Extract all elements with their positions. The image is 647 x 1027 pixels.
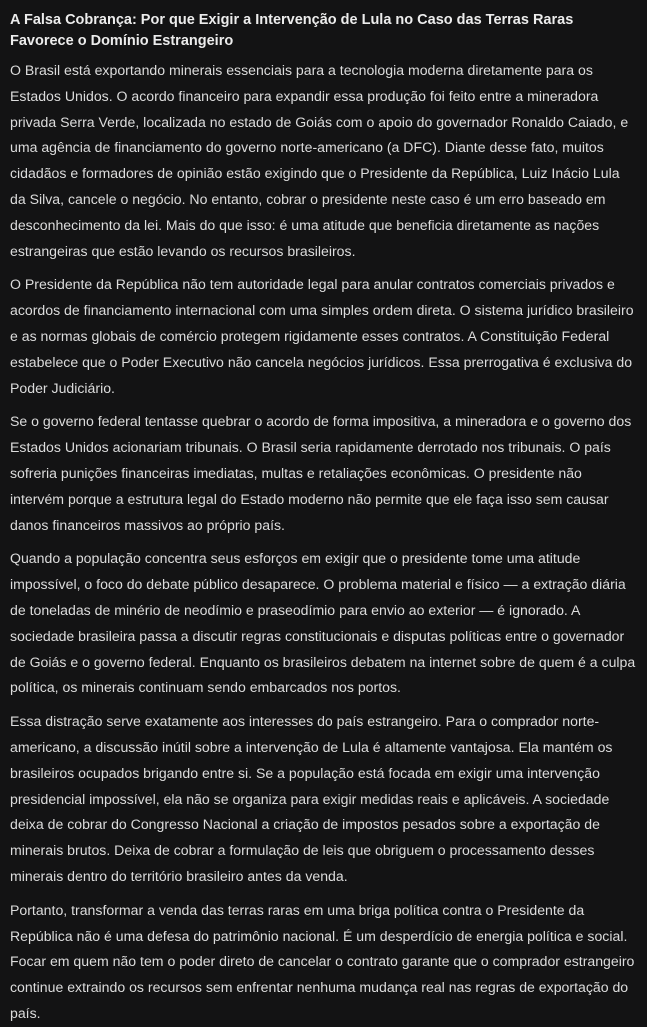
paragraph-3: Se o governo federal tentasse quebrar o acordo de forma impositiva, a mineradora e o governo dos Estados Unidos acionariam tribunais. O Brasil seria rapidamente derrotado nos tribunais. O país sofreria punições financeiras imediatas, multas e retaliações econômicas. O presidente não intervém porque a estrutura legal do Estado moderno não permite que ele faça isso sem causar danos financeiros massivos ao próprio país.: [10, 413, 632, 533]
paragraph-4: Quando a população concentra seus esforços em exigir que o presidente tome uma atitude impossível, o foco do debate público desaparece. O problema material e físico — a extração diária de toneladas de minério de neodímio e praseodímio para envio ao exterior — é ignorado. A sociedade brasileira passa a discutir regras constitucionais e disputas políticas entre o governador de Goiás e o governo federal. Enquanto os brasileiros debatem na internet sobre de quem é a culpa política, os minerais continuam sendo embarcados nos portos.: [10, 550, 636, 696]
paragraph-1: O Brasil está exportando minerais essenciais para a tecnologia moderna diretamente para os Estados Unidos. O acordo financeiro para expandir essa produção foi feito entre a mineradora privada Serra Verde, localizada no estado de Goiás com o apoio do governador Ronaldo Caiado, e uma agência de financiamento do governo norte-americano (a DFC). Diante desse fato, muitos cidadãos e formadores de opinião estão exigindo que o Presidente da República, Luiz Inácio Lula da Silva, cancele o negócio. No entanto, cobrar o presidente neste caso é um erro baseado em desconhecimento da lei. Mais do que isso: é uma atitude que beneficia diretamente as nações estrangeiras que estão levando os recursos brasileiros.: [10, 62, 629, 259]
paragraph-6: Portanto, transformar a venda das terras raras em uma briga política contra o Presidente da República não é uma defesa do patrimônio nacional. É um desperdício de energia política e social. Focar em quem não tem o poder direto de cancelar o contrato garante que o comprador estrangeiro continue extraindo os recursos sem enfrentar nenhuma mudança real nas regras de exportação do país.: [10, 901, 635, 1021]
article-title: A Falsa Cobrança: Por que Exigir a Intervenção de Lula no Caso das Terras Raras Favorece o Domínio Estrangeiro: [10, 12, 574, 49]
paragraph-5: Essa distração serve exatamente aos interesses do país estrangeiro. Para o comprador norte-americano, a discussão inútil sobre a intervenção de Lula é altamente vantajosa. Ela mantém os brasileiros ocupados brigando entre si. Se a população está focada em exigir uma intervenção presidencial impossível, ela não se organiza para exigir medidas reais e aplicáveis. A sociedade deixa de cobrar do Congresso Nacional a criação de impostos pesados sobre a exportação de minerais brutos. Deixa de cobrar a formulação de leis que obriguem o processamento desses minerais dentro do território brasileiro antes da venda.: [10, 713, 613, 884]
paragraph-2: O Presidente da República não tem autoridade legal para anular contratos comerciais privados e acordos de financiamento internacional com uma simples ordem direta. O sistema jurídico brasileiro e as normas globais de comércio protegem rigidamente esses contratos. A Constituição Federal estabelece que o Poder Executivo não cancela negócios jurídicos. Essa prerrogativa é exclusiva do Poder Judiciário.: [10, 276, 634, 396]
